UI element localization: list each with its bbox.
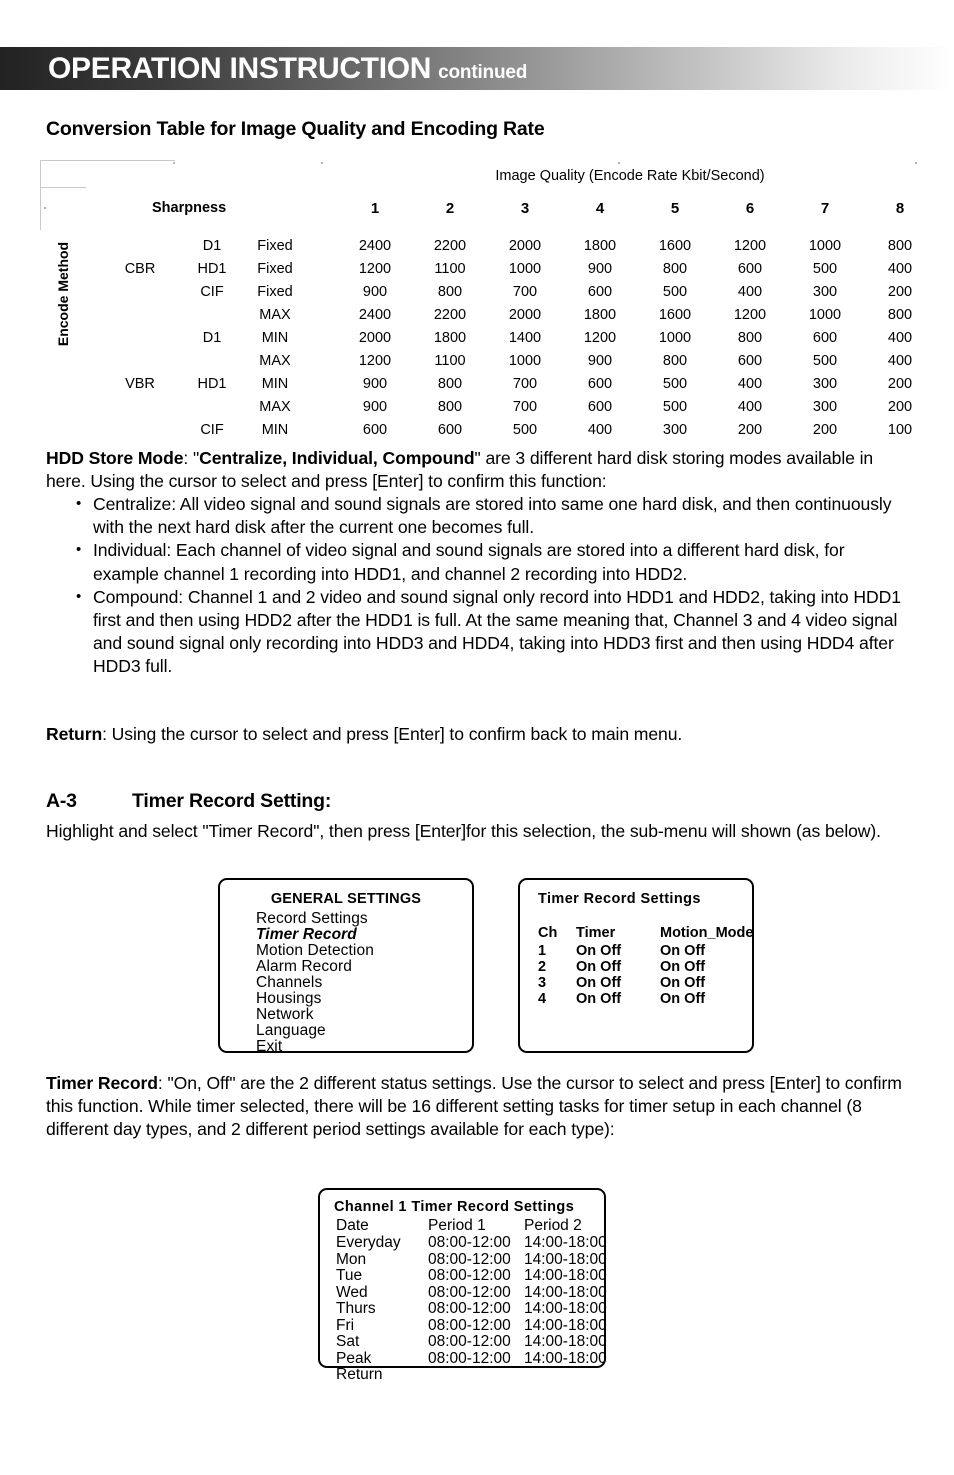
table-col-header-7: 7 bbox=[820, 200, 830, 217]
table-tick-c bbox=[321, 162, 323, 164]
table-cell-r1-c5: 600 bbox=[737, 261, 763, 277]
table-cell-r4-c4: 1000 bbox=[658, 330, 692, 346]
table-cell-r4-c6: 600 bbox=[812, 330, 838, 346]
channel-timer-record-box[interactable] bbox=[318, 1188, 607, 1383]
table-cell-sharpness-2: CIF bbox=[200, 284, 224, 300]
table-cell-r5-c4: 800 bbox=[662, 353, 688, 369]
table-cell-r4-c1: 1800 bbox=[433, 330, 467, 346]
table-cell-rate-0: Fixed bbox=[257, 238, 293, 254]
hdd-store-mode-term: HDD Store Mode bbox=[46, 448, 184, 468]
table-cell-r6-c1: 800 bbox=[437, 376, 463, 392]
table-tick-a bbox=[44, 207, 46, 209]
table-cell-r6-c4: 500 bbox=[662, 376, 688, 392]
table-col-header-2: 2 bbox=[445, 200, 455, 217]
table-cell-sharpness-8: CIF bbox=[200, 422, 224, 438]
channel-timer-row-peak-period2[interactable]: 14:00-18:00 bbox=[524, 1349, 607, 1367]
table-cell-r7-c5: 400 bbox=[737, 399, 763, 415]
timer-record-text: : "On, Off" are the 2 different status settings. Use the cursor to select and press [Enter] to confirm this function. While timer selected, there will be 16 different setting tasks for timer setup in each channel (8 different day types, and 2 different period settings available for each type): bbox=[46, 1073, 902, 1140]
a3-number: A-3 bbox=[46, 790, 77, 812]
table-cell-r2-c3: 600 bbox=[587, 284, 613, 300]
timer-record-row-1-motion[interactable]: On Off bbox=[660, 943, 706, 959]
hdd-bullet-item: • Compound: Channel 1 and 2 video and sound signal only record into HDD1 and HDD2, taking into HDD1 first and then using HDD2 after the HDD1 is full. At the same meaning that, Channel 3 and 4 video signal and sound signal only recording into HDD3 and HDD4, taking into HDD3 first and then using HDD4 after HDD3 full. bbox=[76, 586, 906, 679]
table-cell-r8-c5: 200 bbox=[737, 422, 763, 438]
channel-timer-row-wed-period1[interactable]: 08:00-12:00 bbox=[428, 1283, 511, 1301]
timer-record-row-1-timer[interactable]: On Off bbox=[576, 943, 622, 959]
table-cell-r5-c2: 1000 bbox=[508, 353, 542, 369]
table-cell-r2-c7: 200 bbox=[887, 284, 913, 300]
table-cell-r8-c7: 100 bbox=[887, 422, 913, 438]
table-rule-top bbox=[40, 160, 175, 161]
timer-record-row-3-motion[interactable]: On Off bbox=[660, 975, 706, 991]
table-cell-r6-c0: 900 bbox=[362, 376, 388, 392]
table-cell-r1-c3: 900 bbox=[587, 261, 613, 277]
table-cell-sharpness-0: D1 bbox=[202, 238, 222, 254]
table-cell-r2-c1: 800 bbox=[437, 284, 463, 300]
table-cell-rate-6: MIN bbox=[261, 376, 289, 392]
channel-timer-row-sat-period1[interactable]: 08:00-12:00 bbox=[428, 1333, 511, 1350]
table-cell-r4-c0: 2000 bbox=[358, 330, 392, 346]
table-tick-b bbox=[173, 162, 175, 164]
timer-record-settings-title: Timer Record Settings bbox=[538, 891, 701, 907]
timer-record-row-2-timer[interactable]: On Off bbox=[576, 959, 622, 975]
section-title: Conversion Table for Image Quality and Encoding Rate bbox=[46, 118, 545, 140]
header-title-main: OPERATION INSTRUCTION bbox=[48, 52, 432, 85]
channel-timer-row-sat-period2[interactable]: 14:00-18:00 bbox=[524, 1333, 607, 1350]
table-cell-r4-c3: 1200 bbox=[583, 330, 617, 346]
channel-timer-row-mon-period2[interactable]: 14:00-18:00 bbox=[524, 1250, 607, 1268]
table-col-header-1: 1 bbox=[370, 200, 380, 217]
table-cell-r2-c2: 700 bbox=[512, 284, 538, 300]
page-header-title bbox=[48, 51, 527, 91]
timer-record-row-4-timer[interactable]: On Off bbox=[576, 991, 622, 1007]
table-cell-r1-c1: 1100 bbox=[434, 261, 466, 277]
table-image-quality-header: Image Quality (Encode Rate Kbit/Second) bbox=[495, 168, 765, 184]
general-settings-item-timer-record[interactable]: Timer Record bbox=[256, 926, 357, 943]
table-cell-r0-c4: 1600 bbox=[658, 238, 692, 254]
table-cell-r8-c3: 400 bbox=[587, 422, 613, 438]
table-tick-d bbox=[618, 162, 620, 164]
timer-record-row-2-motion[interactable]: On Off bbox=[660, 959, 706, 975]
table-cell-r5-c7: 400 bbox=[887, 353, 913, 369]
table-cell-r5-c5: 600 bbox=[737, 353, 763, 369]
channel-timer-row-everyday-period2[interactable]: 14:00-18:00 bbox=[524, 1234, 607, 1251]
table-cell-r7-c7: 200 bbox=[887, 399, 913, 415]
table-cell-r4-c2: 1400 bbox=[508, 330, 542, 346]
a3-title: Timer Record Setting: bbox=[132, 790, 332, 812]
table-col-header-3: 3 bbox=[520, 200, 530, 217]
table-cell-r3-c6: 1000 bbox=[808, 307, 842, 323]
table-cell-r1-c2: 1000 bbox=[508, 261, 542, 277]
channel-timer-row-mon-date[interactable]: Mon bbox=[336, 1250, 367, 1268]
table-cell-r2-c4: 500 bbox=[662, 284, 688, 300]
table-cell-r0-c7: 800 bbox=[887, 238, 913, 254]
table-cell-r3-c7: 800 bbox=[887, 307, 913, 323]
timer-record-row-3-timer[interactable]: On Off bbox=[576, 975, 622, 991]
conversion-table bbox=[40, 160, 920, 438]
table-cell-r0-c0: 2400 bbox=[358, 238, 392, 254]
channel-timer-row-fri-period1[interactable]: 08:00-12:00 bbox=[428, 1316, 511, 1334]
timer-record-header-motion_mode: Motion_Mode bbox=[660, 925, 754, 941]
table-cell-r0-c1: 2200 bbox=[433, 238, 467, 254]
table-encode-method-header: Encode Method bbox=[55, 241, 71, 347]
channel-timer-title: Channel 1 Timer Record Settings bbox=[334, 1199, 575, 1215]
table-cell-r8-c0: 600 bbox=[362, 422, 388, 438]
timer-record-header-timer: Timer bbox=[576, 925, 616, 941]
hdd-store-mode-paragraph bbox=[46, 447, 914, 493]
table-cell-r8-c4: 300 bbox=[662, 422, 688, 438]
table-cell-r4-c7: 400 bbox=[887, 330, 913, 346]
table-cell-r0-c6: 1000 bbox=[808, 238, 842, 254]
table-col-header-5: 5 bbox=[670, 200, 680, 217]
table-cell-r3-c5: 1200 bbox=[733, 307, 767, 323]
general-settings-item-housings[interactable]: Housings bbox=[256, 990, 322, 1007]
table-cell-rate-7: MAX bbox=[259, 399, 291, 415]
channel-timer-row-mon-period1[interactable]: 08:00-12:00 bbox=[428, 1250, 511, 1268]
table-cell-r3-c2: 2000 bbox=[508, 307, 542, 323]
table-cell-r8-c6: 200 bbox=[812, 422, 838, 438]
hdd-store-mode-bullet-list bbox=[76, 493, 906, 679]
table-cell-sharpness-4: D1 bbox=[202, 330, 222, 346]
general-settings-item-channels[interactable]: Channels bbox=[256, 974, 323, 991]
table-cell-r3-c3: 1800 bbox=[583, 307, 617, 323]
return-term: Return bbox=[46, 724, 103, 744]
table-sharpness-header: Sharpness bbox=[152, 200, 227, 216]
timer-record-term: Timer Record bbox=[46, 1073, 158, 1093]
table-cell-r1-c0: 1200 bbox=[358, 261, 392, 277]
a3-heading bbox=[46, 790, 331, 813]
table-cell-method-1: CBR bbox=[124, 261, 156, 277]
table-cell-r5-c0: 1200 bbox=[358, 353, 392, 369]
header-title-sub: continued bbox=[438, 62, 528, 83]
table-cell-r6-c5: 400 bbox=[737, 376, 763, 392]
table-cell-r0-c5: 1200 bbox=[733, 238, 767, 254]
timer-record-row-4-motion[interactable]: On Off bbox=[660, 991, 706, 1007]
table-cell-r7-c6: 300 bbox=[812, 399, 838, 415]
general-settings-item-alarm-record[interactable]: Alarm Record bbox=[256, 958, 352, 975]
hdd-quoted-terms: Centralize, Individual, Compound bbox=[199, 448, 475, 468]
channel-timer-row-peak-date[interactable]: Peak bbox=[336, 1349, 372, 1367]
hdd-bullet-item: • Centralize: All video signal and sound signals are stored into same one hard disk, and then continuously with the next hard disk after the current one becomes full. bbox=[76, 493, 906, 539]
channel-timer-row-peak-period1[interactable]: 08:00-12:00 bbox=[428, 1349, 511, 1367]
timer-record-row-1-ch: 1 bbox=[538, 943, 547, 959]
table-cell-r1-c4: 800 bbox=[662, 261, 688, 277]
table-cell-rate-8: MIN bbox=[261, 422, 289, 438]
channel-timer-row-tue-period1[interactable]: 08:00-12:00 bbox=[428, 1267, 511, 1284]
table-cell-method-6: VBR bbox=[125, 376, 155, 392]
timer-record-paragraph bbox=[46, 1072, 916, 1142]
table-cell-r6-c2: 700 bbox=[512, 376, 538, 392]
timer-record-header-ch: Ch bbox=[538, 925, 558, 941]
channel-timer-header-period-1: Period 1 bbox=[428, 1217, 486, 1234]
channel-timer-row-return-date[interactable]: Return bbox=[336, 1366, 383, 1383]
channel-timer-row-thurs-date[interactable]: Thurs bbox=[336, 1300, 376, 1317]
table-cell-rate-3: MAX bbox=[259, 307, 291, 323]
table-cell-r5-c3: 900 bbox=[587, 353, 613, 369]
hdd-bullet-item: • Individual: Each channel of video signal and sound signals are stored into a different hard disk, for example channel 1 recording into HDD1, and channel 2 recording into HDD2. bbox=[76, 539, 906, 585]
general-settings-item-record-settings[interactable]: Record Settings bbox=[256, 910, 368, 927]
general-settings-item-exit[interactable]: Exit bbox=[256, 1038, 283, 1055]
table-cell-sharpness-1: HD1 bbox=[197, 261, 227, 277]
return-paragraph bbox=[46, 723, 914, 746]
return-text: : Using the cursor to select and press [Enter] to confirm back to main menu. bbox=[102, 724, 683, 744]
table-cell-r8-c2: 500 bbox=[512, 422, 538, 438]
hdd-intro-after: " are 3 different hard disk storing modes available in here. Using the cursor to select and press [Enter] to confirm this function: bbox=[46, 448, 874, 492]
channel-timer-row-everyday-period1[interactable]: 08:00-12:00 bbox=[428, 1234, 511, 1251]
general-settings-title: GENERAL SETTINGS bbox=[270, 891, 422, 907]
table-cell-r7-c1: 800 bbox=[437, 399, 463, 415]
channel-timer-row-thurs-period1[interactable]: 08:00-12:00 bbox=[428, 1300, 511, 1317]
table-cell-rate-2: Fixed bbox=[257, 284, 293, 300]
table-cell-r8-c1: 600 bbox=[437, 422, 463, 438]
table-cell-rate-1: Fixed bbox=[257, 261, 293, 277]
channel-timer-row-wed-period2[interactable]: 14:00-18:00 bbox=[524, 1283, 607, 1301]
channel-timer-row-tue-date[interactable]: Tue bbox=[336, 1267, 363, 1284]
a3-body-text: Highlight and select "Timer Record", then press [Enter]for this selection, the sub-menu will shown (as below). bbox=[46, 821, 881, 841]
table-cell-r2-c6: 300 bbox=[812, 284, 838, 300]
hdd-intro-before: : " bbox=[183, 448, 200, 468]
channel-timer-row-thurs-period2[interactable]: 14:00-18:00 bbox=[524, 1300, 607, 1317]
general-settings-item-language[interactable]: Language bbox=[256, 1022, 326, 1039]
table-cell-r7-c0: 900 bbox=[362, 399, 388, 415]
channel-timer-row-fri-period2[interactable]: 14:00-18:00 bbox=[524, 1316, 607, 1334]
table-cell-r7-c2: 700 bbox=[512, 399, 538, 415]
table-cell-r2-c5: 400 bbox=[737, 284, 763, 300]
channel-timer-row-wed-date[interactable]: Wed bbox=[336, 1283, 368, 1301]
table-cell-r5-c1: 1100 bbox=[434, 353, 466, 369]
table-cell-r3-c1: 2200 bbox=[433, 307, 467, 323]
table-cell-rate-5: MAX bbox=[259, 353, 291, 369]
table-cell-r3-c4: 1600 bbox=[658, 307, 692, 323]
general-settings-item-network[interactable]: Network bbox=[256, 1006, 314, 1023]
table-cell-r4-c5: 800 bbox=[737, 330, 763, 346]
table-cell-r6-c7: 200 bbox=[887, 376, 913, 392]
channel-timer-header-date: Date bbox=[336, 1217, 369, 1234]
table-cell-sharpness-6: HD1 bbox=[197, 376, 227, 392]
table-cell-r7-c4: 500 bbox=[662, 399, 688, 415]
table-cell-r0-c2: 2000 bbox=[508, 238, 542, 254]
channel-timer-header-period-2: Period 2 bbox=[524, 1217, 582, 1234]
table-rule-second bbox=[40, 187, 86, 188]
table-cell-rate-4: MIN bbox=[261, 330, 289, 346]
table-cell-r1-c7: 400 bbox=[887, 261, 913, 277]
table-cell-r0-c3: 1800 bbox=[583, 238, 617, 254]
timer-record-row-2-ch: 2 bbox=[538, 959, 547, 975]
channel-timer-row-everyday-date[interactable]: Everyday bbox=[336, 1234, 401, 1251]
channel-timer-row-tue-period2[interactable]: 14:00-18:00 bbox=[524, 1267, 607, 1284]
table-cell-r3-c0: 2400 bbox=[358, 307, 392, 323]
table-cell-r5-c6: 500 bbox=[812, 353, 838, 369]
table-cell-r7-c3: 600 bbox=[587, 399, 613, 415]
timer-record-row-3-ch: 3 bbox=[538, 975, 547, 991]
table-cell-r2-c0: 900 bbox=[362, 284, 388, 300]
table-col-header-8: 8 bbox=[895, 200, 905, 217]
table-col-header-4: 4 bbox=[595, 200, 605, 217]
general-settings-item-motion-detection[interactable]: Motion Detection bbox=[256, 942, 374, 959]
general-settings-menu-box[interactable] bbox=[218, 878, 474, 1053]
table-col-header-6: 6 bbox=[745, 200, 755, 217]
table-cell-r1-c6: 500 bbox=[812, 261, 838, 277]
channel-timer-row-fri-date[interactable]: Fri bbox=[336, 1316, 355, 1334]
timer-record-settings-box[interactable] bbox=[518, 878, 754, 1053]
table-cell-r6-c6: 300 bbox=[812, 376, 838, 392]
table-tick-e bbox=[915, 162, 917, 164]
timer-record-row-4-ch: 4 bbox=[538, 991, 547, 1007]
channel-timer-row-sat-date[interactable]: Sat bbox=[336, 1333, 360, 1350]
table-rule-left bbox=[40, 160, 41, 230]
table-cell-r6-c3: 600 bbox=[587, 376, 613, 392]
